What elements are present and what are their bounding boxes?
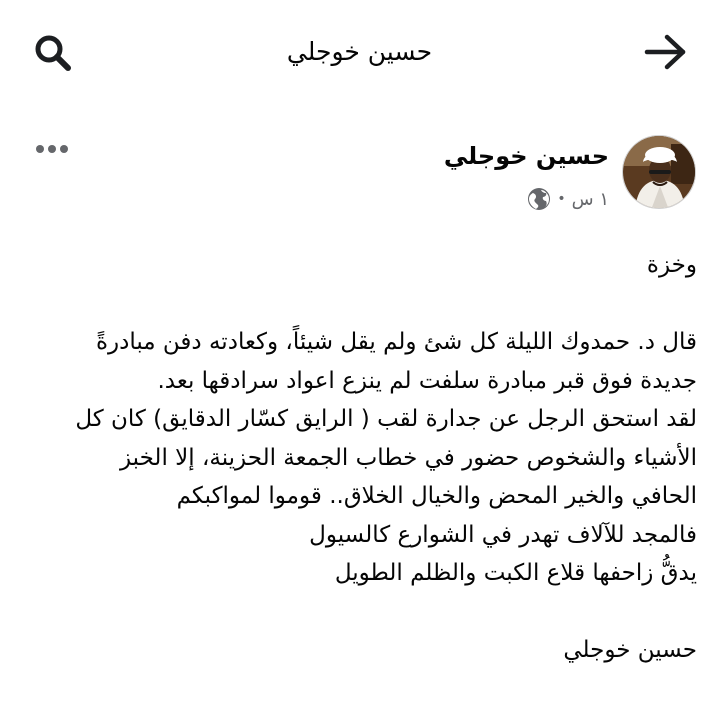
post-header <box>0 128 719 224</box>
post-line: قال د. حمدوك الليلة كل شئ ولم يقل شيئاً، وكعادته دفن مبادرةً <box>95 329 697 355</box>
more-dots-icon <box>35 144 69 154</box>
meta-separator: • <box>557 191 566 207</box>
post-line: فالمجد للآلاف تهدر في الشوارع كالسيول <box>309 521 697 548</box>
post-line: جديدة فوق قبر مبادرة سلفت لم ينزع اعواد سرادقها بعد. <box>157 367 697 394</box>
search-icon <box>32 32 74 74</box>
globe-icon <box>527 187 551 211</box>
post-line: الحافي والخير المحض والخيال الخلاق.. قوموا لمواكبكم <box>176 483 697 509</box>
post-line-blank <box>17 593 697 632</box>
more-options-button[interactable] <box>32 134 72 164</box>
post-line-blank <box>17 285 697 324</box>
post-line: يدقُّ زاحفها قلاع الكبت والظلم الطويل <box>334 560 697 586</box>
arrow-right-icon <box>643 32 689 72</box>
search-button[interactable] <box>30 30 76 76</box>
post-signature: حسين خوجلي <box>563 637 697 663</box>
author-name[interactable]: حسين خوجلي <box>443 142 609 170</box>
post-line: وخزة <box>646 252 697 278</box>
back-button[interactable] <box>640 28 692 76</box>
post-line: الأشياء والشخوص حضور في خطاب الجمعة الحزينة، إلا الخبز <box>119 444 697 471</box>
top-bar <box>0 0 719 104</box>
post-time[interactable]: ١ س <box>571 188 609 210</box>
post-text <box>17 246 697 670</box>
post-meta <box>527 184 609 214</box>
page-title: حسين خوجلي <box>286 37 433 66</box>
post-line: لقد استحق الرجل عن جدارة لقب ( الرايق كسّار الدقايق) كان كل <box>75 406 697 432</box>
avatar[interactable] <box>622 135 696 209</box>
